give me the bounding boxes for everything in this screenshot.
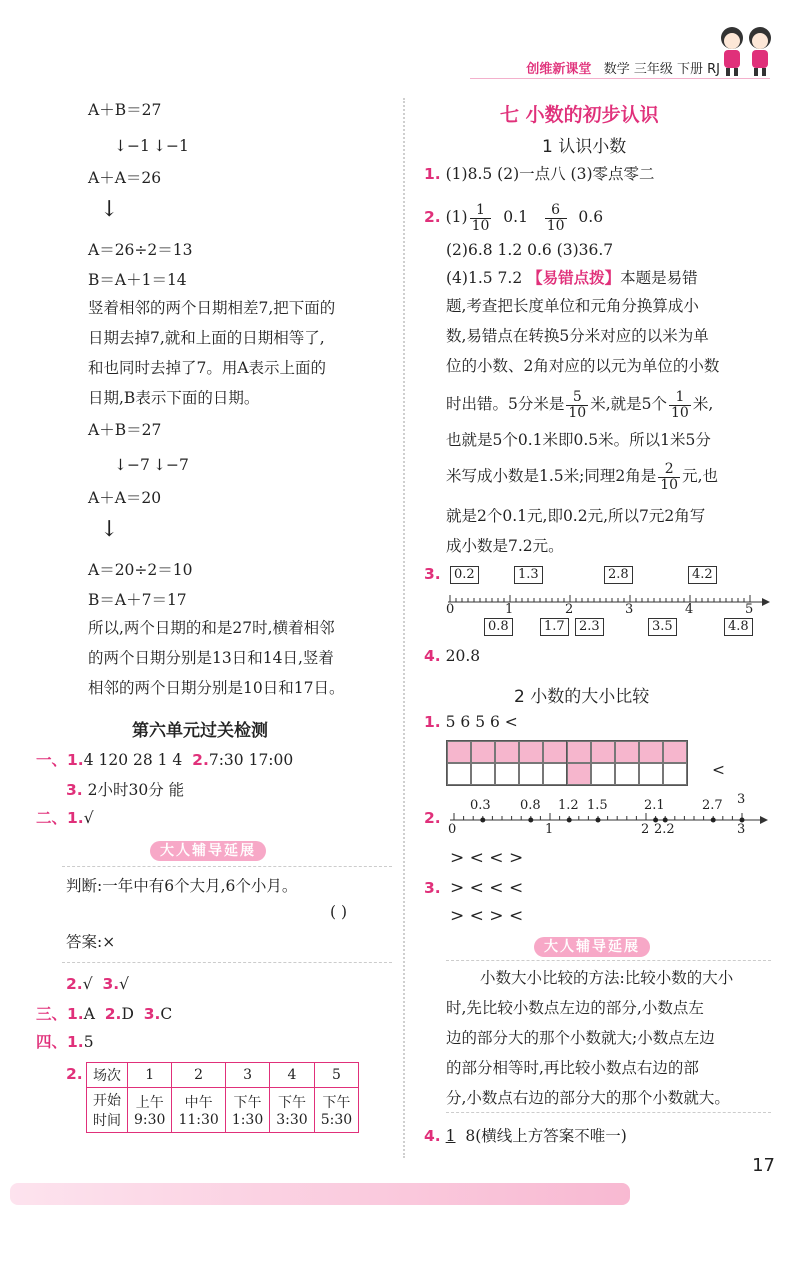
q-number: 3. bbox=[143, 1005, 161, 1023]
table-cell: 下午 1:30 bbox=[225, 1088, 269, 1133]
para-line: 所以,两个日期的和是27时,横着相邻 bbox=[88, 619, 335, 637]
point-label: 0.8 bbox=[520, 798, 541, 813]
fraction bbox=[658, 462, 680, 493]
numerator: 2 bbox=[658, 462, 680, 478]
answer-text: √ bbox=[82, 975, 93, 993]
numerator: 1 bbox=[470, 203, 492, 219]
chapter-title: 七 小数的初步认识 bbox=[500, 104, 659, 126]
section-title: 2 小数的大小比较 bbox=[514, 687, 650, 707]
answer-text: √ bbox=[119, 975, 130, 993]
answer-text: (2)6.8 1.2 0.6 (3)36.7 bbox=[446, 241, 614, 259]
para-line: 日期去掉7,就和上面的日期相等了, bbox=[88, 329, 325, 347]
table-cell: 1 bbox=[128, 1063, 172, 1088]
para-line: 边的部分大的那个小数就大;小数点左边 bbox=[446, 1029, 715, 1047]
answer-text: √ bbox=[83, 809, 94, 827]
table-cell: 2 bbox=[172, 1063, 225, 1088]
para-line: 和也同时去掉了7。用A表示上面的 bbox=[88, 359, 327, 377]
answer-paren: ( ) bbox=[330, 903, 348, 921]
number-line-2 bbox=[446, 796, 772, 846]
table-cell: 5 bbox=[314, 1063, 358, 1088]
table-cell: 场次 bbox=[87, 1063, 128, 1088]
section-title: 1 认识小数 bbox=[542, 137, 627, 157]
footer-band bbox=[10, 1183, 630, 1205]
q-number: 2. bbox=[424, 208, 441, 226]
table-cell: 上午 9:30 bbox=[128, 1088, 172, 1133]
number-point bbox=[596, 818, 601, 823]
q-number: 四、1. bbox=[36, 1033, 84, 1051]
q-number: 一、1. bbox=[36, 751, 84, 769]
q-number: 3. bbox=[102, 975, 120, 993]
point-label: 2.1 bbox=[644, 798, 665, 813]
fraction bbox=[566, 390, 588, 421]
para-line: 日期,B表示下面的日期。 bbox=[88, 389, 260, 407]
value-box: 2.3 bbox=[575, 618, 604, 636]
tick-label: 5 bbox=[745, 602, 754, 617]
fraction bbox=[470, 203, 492, 234]
answer-text: (1) bbox=[445, 208, 468, 226]
q-number: 2. bbox=[192, 751, 209, 769]
point-label: 1.5 bbox=[587, 798, 608, 813]
para-line: 相邻的两个日期分别是10日和17日。 bbox=[88, 679, 345, 697]
eq-line: A＋A＝26 bbox=[88, 169, 162, 187]
value-box: 4.2 bbox=[688, 566, 717, 584]
table-cell: 3 bbox=[225, 1063, 269, 1088]
eq-line: B＝A＋7＝17 bbox=[88, 591, 187, 609]
para-line: 的部分相等时,再比较小数点右边的部 bbox=[446, 1059, 699, 1077]
answer-text: 20.8 bbox=[445, 647, 481, 665]
page-number: 17 bbox=[752, 1155, 775, 1176]
eq-line: B＝A＋1＝14 bbox=[88, 271, 187, 289]
fraction bbox=[545, 203, 567, 234]
number-point bbox=[480, 818, 485, 823]
tick-label: 1 bbox=[545, 822, 554, 837]
compare-line: > < < < bbox=[450, 878, 524, 898]
para-line: 题,考查把长度单位和元角分换算成小 bbox=[446, 297, 699, 315]
value-box: 3.5 bbox=[648, 618, 677, 636]
para-text: 元,也 bbox=[682, 467, 719, 485]
tick-label: 3 bbox=[625, 602, 634, 617]
q-number: 3. bbox=[424, 879, 441, 897]
compare-line: > < < > bbox=[450, 848, 524, 868]
brand-label: 创维新课堂 bbox=[526, 62, 592, 77]
table-cell: 下午 5:30 bbox=[314, 1088, 358, 1133]
q-number: 3. bbox=[424, 565, 441, 583]
numerator: 6 bbox=[545, 203, 567, 219]
answer-text: A bbox=[83, 1005, 95, 1023]
eq-line: A＋A＝20 bbox=[88, 489, 162, 507]
value-box: 1.7 bbox=[540, 618, 569, 636]
q-number: 2. bbox=[104, 1005, 122, 1023]
value-box: 4.8 bbox=[724, 618, 753, 636]
answer-text: 答案:× bbox=[66, 933, 116, 951]
numerator: 1 bbox=[669, 390, 691, 406]
para-text: 米,就是5个 bbox=[590, 395, 667, 413]
table-cell: 中午 11:30 bbox=[172, 1088, 225, 1133]
answer-text: 5 6 5 6 < bbox=[445, 713, 518, 731]
point-label: 0.3 bbox=[470, 798, 491, 813]
answer-text: 8(横线上方答案不唯一) bbox=[465, 1127, 627, 1145]
header-divider bbox=[470, 78, 770, 79]
answer-text: C bbox=[160, 1005, 173, 1023]
grid-model-right bbox=[566, 740, 688, 786]
denominator: 10 bbox=[471, 217, 490, 234]
para-text: 时出错。5分米是 bbox=[446, 395, 565, 413]
answer-text: D bbox=[121, 1005, 134, 1023]
q-number: 2. bbox=[66, 975, 83, 993]
denominator: 10 bbox=[546, 217, 565, 234]
para-line: 小数大小比较的方法:比较小数的大小 bbox=[480, 969, 734, 987]
value-box: 0.2 bbox=[450, 566, 479, 584]
answer-text: 0.1 bbox=[503, 208, 528, 226]
answer-text: 2小时30分 能 bbox=[87, 781, 185, 799]
answer-text: (1)8.5 (2)一点八 (3)零点零二 bbox=[445, 165, 655, 183]
table-cell: 4 bbox=[270, 1063, 314, 1088]
table-cell: 开始 时间 bbox=[87, 1088, 128, 1133]
para-line: 位的小数、2角对应的以元为单位的小数 bbox=[446, 357, 720, 375]
tutor-badge: 大人辅导延展 bbox=[534, 937, 650, 957]
tutor-badge: 大人辅导延展 bbox=[150, 841, 266, 861]
table-row bbox=[87, 1063, 359, 1088]
answer-text: 0.6 bbox=[578, 208, 604, 226]
dashed-rule bbox=[446, 1112, 771, 1113]
answer-text: 7:30 17:00 bbox=[208, 751, 294, 769]
tick-label: 2.2 bbox=[654, 822, 675, 837]
para-text: 米, bbox=[692, 395, 714, 413]
column-divider bbox=[403, 98, 405, 1158]
tick-label: 2 bbox=[565, 602, 574, 617]
answer-text: 5 bbox=[83, 1033, 94, 1051]
para-line: 成小数是7.2元。 bbox=[446, 537, 564, 555]
arrow-down: ↓ bbox=[100, 517, 119, 542]
compare-sign: < bbox=[712, 761, 725, 779]
dashed-rule bbox=[446, 960, 771, 961]
table-row bbox=[87, 1088, 359, 1133]
q-number: 4. bbox=[424, 647, 441, 665]
page-header bbox=[526, 58, 720, 77]
para-line: 分,小数点右边的部分大的那个小数就大。 bbox=[446, 1089, 730, 1107]
arrow-down: ↓ bbox=[100, 197, 119, 222]
tick-label: 2 bbox=[641, 822, 650, 837]
eq-line: A＝26÷2＝13 bbox=[88, 241, 193, 259]
answer-text: 本题是易错 bbox=[620, 269, 698, 287]
para-line: 的两个日期分别是13日和14日,竖着 bbox=[88, 649, 334, 667]
schedule-table bbox=[86, 1062, 359, 1133]
value-box: 0.8 bbox=[484, 618, 513, 636]
point-label: 1.2 bbox=[558, 798, 579, 813]
grid-model-left bbox=[446, 740, 568, 786]
q-number: 二、1. bbox=[36, 809, 84, 827]
point-label: 2.7 bbox=[702, 798, 723, 813]
arrow-step: ↓−1 bbox=[114, 137, 150, 155]
point-label: 3 bbox=[737, 792, 746, 807]
q-number: 三、1. bbox=[36, 1005, 84, 1023]
eq-line: A＝20÷2＝10 bbox=[88, 561, 193, 579]
q-number: 3. bbox=[66, 781, 83, 799]
para-line: 就是2个0.1元,即0.2元,所以7元2角写 bbox=[446, 507, 706, 525]
compare-line: > < > < bbox=[450, 906, 524, 926]
number-point bbox=[528, 818, 533, 823]
para-line: 竖着相邻的两个日期相差7,把下面的 bbox=[88, 299, 336, 317]
dashed-rule bbox=[62, 866, 392, 867]
judge-text: 判断:一年中有6个大月,6个小月。 bbox=[66, 877, 298, 895]
answer-text: (4)1.5 7.2 bbox=[446, 269, 523, 287]
eq-line: A＋B＝27 bbox=[88, 101, 162, 119]
tick-label: 3 bbox=[737, 822, 746, 837]
numerator: 5 bbox=[566, 390, 588, 406]
table-cell: 下午 3:30 bbox=[270, 1088, 314, 1133]
dashed-rule bbox=[62, 962, 392, 963]
q-number: 4. bbox=[424, 1127, 441, 1145]
fraction bbox=[669, 390, 691, 421]
q-number: 2. bbox=[424, 809, 441, 827]
tick-label: 0 bbox=[446, 602, 455, 617]
denominator: 10 bbox=[660, 476, 679, 493]
arrow-step: ↓−7 bbox=[114, 456, 150, 474]
q-number: 1. bbox=[424, 713, 441, 731]
para-line: 也就是5个0.1米即0.5米。所以1米5分 bbox=[446, 431, 711, 449]
para-line: 时,先比较小数点左边的部分,小数点左 bbox=[446, 999, 704, 1017]
arrow-step: ↓−7 bbox=[153, 456, 189, 474]
denominator: 10 bbox=[671, 404, 689, 421]
para-text: 米写成小数是1.5米;同理2角是 bbox=[446, 467, 657, 485]
q-number: 2. bbox=[66, 1065, 83, 1083]
error-tip-tag: 【易错点拨】 bbox=[527, 268, 621, 287]
q-number: 1. bbox=[424, 165, 441, 183]
subject-label: 数学 三年级 下册 RJ bbox=[603, 62, 720, 77]
unit-test-title: 第六单元过关检测 bbox=[132, 721, 268, 741]
tick-label: 1 bbox=[505, 602, 514, 617]
eq-line: A＋B＝27 bbox=[88, 421, 162, 439]
tick-label: 0 bbox=[448, 822, 457, 837]
para-line: 数,易错点在转换5分米对应的以米为单 bbox=[446, 327, 709, 345]
answer-text: 4 120 28 1 4 bbox=[83, 751, 183, 769]
number-point bbox=[567, 818, 572, 823]
arrow-step: ↓−1 bbox=[153, 137, 189, 155]
tick-label: 4 bbox=[685, 602, 694, 617]
number-point bbox=[711, 818, 716, 823]
value-box: 2.8 bbox=[604, 566, 633, 584]
answer-blank: 1 bbox=[445, 1127, 456, 1145]
denominator: 10 bbox=[568, 404, 587, 421]
value-box: 1.3 bbox=[514, 566, 543, 584]
cartoon-kids-icon bbox=[712, 20, 782, 78]
